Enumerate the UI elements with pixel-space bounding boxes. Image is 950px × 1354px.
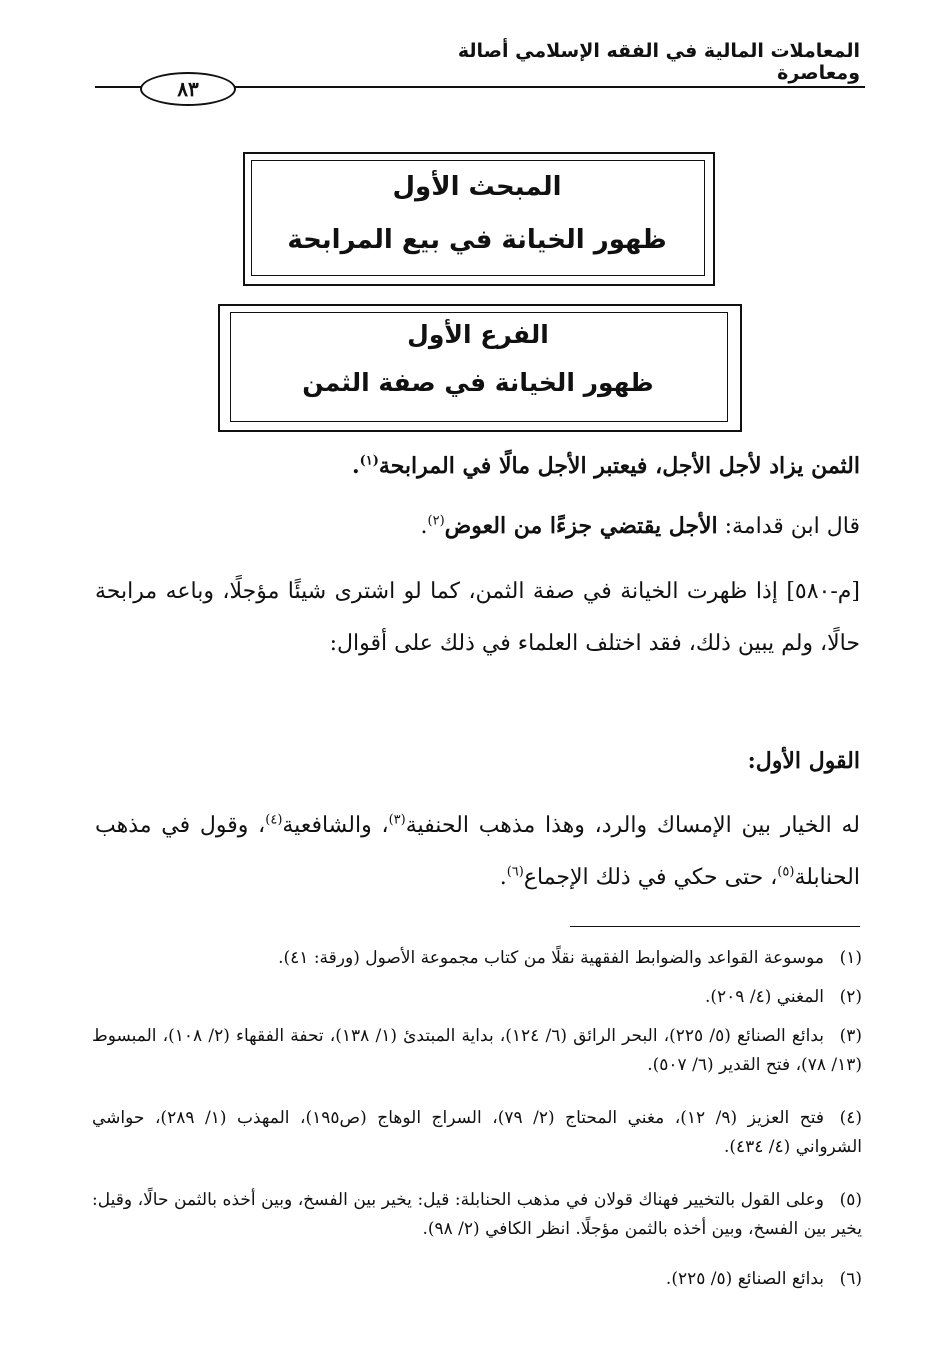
running-header-title: المعاملات المالية في الفقه الإسلامي أصالة ومعاصرة: [457, 40, 860, 84]
paragraph-4-period: .: [499, 865, 507, 890]
paragraph-3: [م-٥٨٠] إذا ظهرت الخيانة في صفة الثمن، كما لو اشترى شيئًا مؤجلًا، وباعه مرابحة حالًا، ولم يبين ذلك، فقد اختلف العلماء في ذلك على أقوال:: [95, 579, 860, 656]
paragraph-4-part-a: له الخيار بين الإمساك والرد، وهذا مذهب الحنفية: [405, 813, 860, 838]
footnote-text: وعلى القول بالتخيير فهناك قولان في مذهب الحنابلة: قيل: يخير بين الفسخ، وبين أخذه بالثمن حالًا، وقيل: يخير بين الفسخ، وبين أخذه بالثمن مؤجلًا. انظر الكافي (٢/ ٩٨).: [92, 1190, 862, 1239]
subsection-title: ظهور الخيانة في صفة الثمن: [302, 368, 654, 397]
footnote-number: (٥): [839, 1190, 862, 1210]
footnote-1: [92, 944, 862, 973]
paragraph-2-period: .: [420, 514, 428, 539]
paragraph-4-part-b: ، والشافعية: [282, 813, 389, 838]
subsection-heading: الفرع الأول: [407, 320, 549, 349]
footnote-ref-3: (٣): [388, 812, 406, 828]
footnote-6: [92, 1265, 862, 1294]
footnote-text: موسوعة القواعد والضوابط الفقهية نقلًا من كتاب مجموعة الأصول (ورقة: ٤١).: [278, 948, 824, 968]
footnote-ref-5: (٥): [777, 864, 795, 880]
footnote-text: فتح العزيز (٩/ ١٢)، مغني المحتاج (٢/ ٧٩)، السراج الوهاج (ص١٩٥)، المهذب (١/ ٢٨٩)، حواشي الشرواني (٤/ ٤٣٤).: [92, 1108, 862, 1157]
paragraph-4-part-d: ، حتى حكي في ذلك الإجماع: [523, 865, 778, 890]
section-title: ظهور الخيانة في بيع المرابحة: [287, 225, 667, 255]
footnote-3: [92, 1022, 862, 1080]
footnote-text: المغني (٤/ ٢٠٩).: [704, 987, 824, 1007]
footnote-number: (٣): [839, 1026, 863, 1046]
footnote-number: (٤): [839, 1108, 863, 1128]
footnote-number: (١): [839, 948, 862, 968]
footnote-5: [92, 1186, 862, 1244]
footnote-ref-4: (٤): [265, 812, 283, 828]
footnote-text: بدائع الصنائع (٥/ ٢٢٥)، البحر الرائق (٦/ ١٢٤)، بداية المبتدئ (١/ ١٣٨)، تحفة الفقهاء (٢/ ١٠٨)، المبسوط (١٣/ ٧٨)، فتح القدير (٦/ ٥٠٧).: [92, 1026, 862, 1075]
footnote-2: [92, 983, 862, 1012]
footnote-text: بدائع الصنائع (٥/ ٢٢٥).: [665, 1269, 824, 1289]
footnote-number: (٦): [839, 1269, 862, 1289]
paragraph-1-period: .: [351, 453, 360, 479]
footnote-ref-6: (٦): [506, 864, 524, 880]
paragraph-2-lead: قال ابن قدامة:: [717, 514, 860, 539]
paragraph-2: [95, 500, 860, 553]
section-heading: المبحث الأول: [392, 172, 562, 202]
paragraph-2-quote: الأجل يقتضي جزءًا من العوض: [444, 513, 718, 539]
footnote-4: [92, 1104, 862, 1162]
footnote-number: (٢): [839, 987, 862, 1007]
page-number: ٨٣: [140, 72, 236, 106]
paragraph-4: [95, 800, 860, 904]
paragraph-1-text: الثمن يزاد لأجل الأجل، فيعتبر الأجل مالًا في المرابحة: [378, 453, 860, 479]
footnote-ref-1: (١): [359, 453, 379, 469]
paragraph-4-part-c: ، وقول في مذهب الحنابلة: [95, 813, 860, 890]
footnote-separator: [570, 926, 860, 927]
paragraph-1: [95, 440, 860, 492]
opinion-heading-1: القول الأول:: [747, 748, 860, 774]
footnote-ref-2: (٢): [427, 513, 445, 529]
